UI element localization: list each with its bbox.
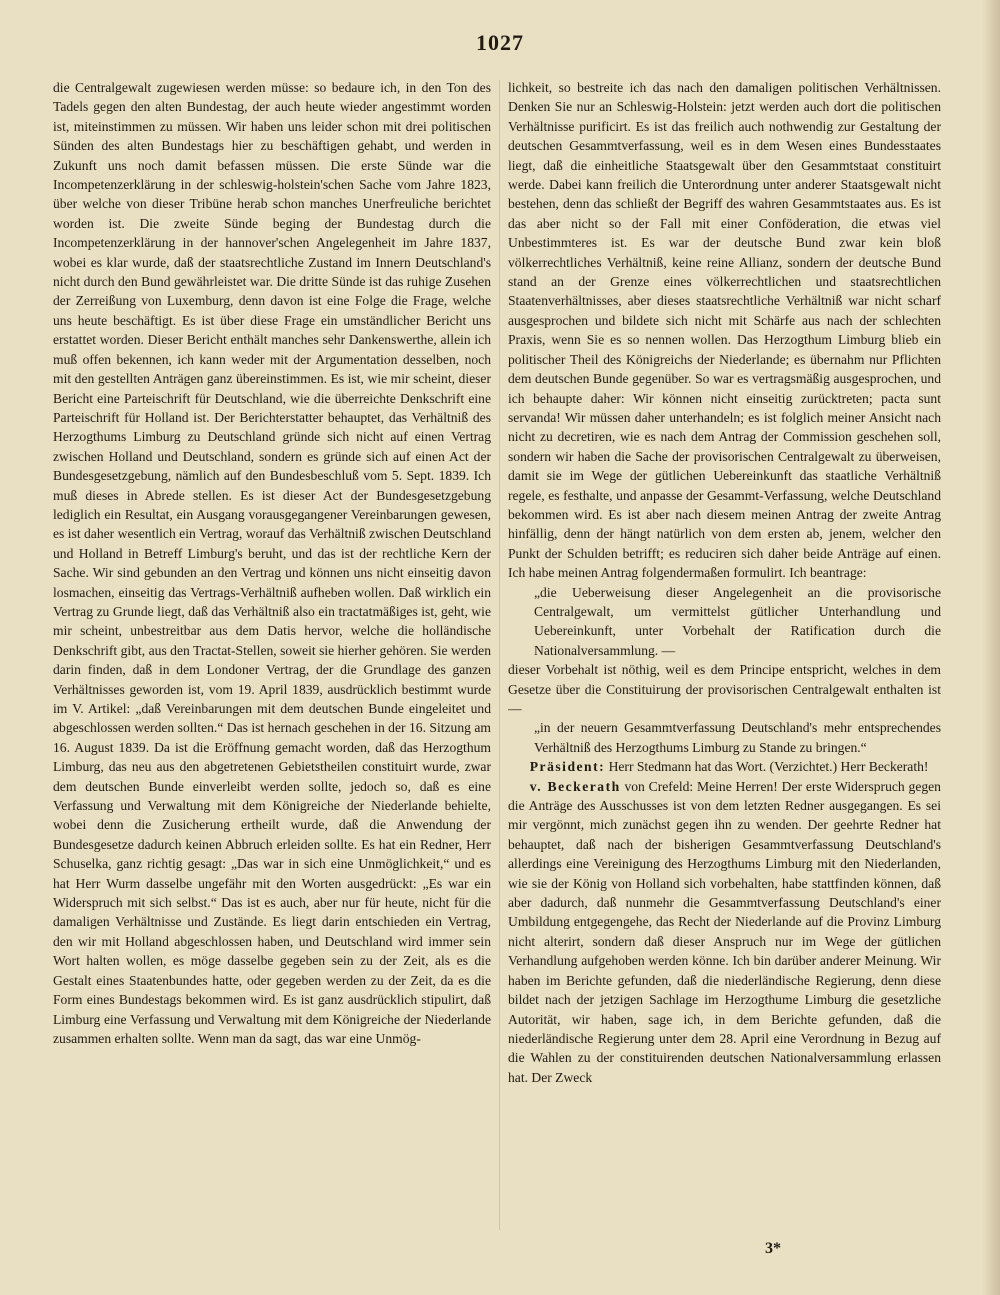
president-label: Präsident: [529,759,606,775]
beckerath-speech-text: von Crefeld: Meine Herren! Der erste Widerspruch gegen die Anträge des Ausschusses ist von dem letzten Redner ausgegangen. Es sei mir vergönnt, mich zunächst gegen ihn zu wenden. Der geehrte Redner hat behauptet, daß nach der bisherigen Gesammtverfassung Deutschland's allerdings eine Vereinigung des Herzogthums Limburg mit den Niederlanden, wie sie der König von Holland sich vorbehalten, habe stattfinden können, daß aber dadurch, daß nunmehr die Gesammtverfassung Deutschland's einer Umbildung entgegengehe, das Recht der Niederlande auf die Provinz Limburg nicht alterirt, sondern daß dieser Anspruch nur im Wege der gütlichen Verhandlung aufgehoben werden könne. Ich bin darüber anderer Meinung. Wir haben im Berichte gefunden, daß die niederländische Regierung, denn diese bildet nach der jetzigen Sachlage im Herzogthume Limburg die gesetzliche Autorität, wir haben, sage ich, in dem Berichte gefunden, daß die niederländische Regierung unter dem 28. April eine Verordnung in Bezug auf die Wahlen zu der constituirenden deutschen Nationalversammlung erlassen hat. Der Zweck [508,778,941,1085]
right-column [508,78,941,1238]
speaker-label: v. Beckerath [529,778,621,794]
signature-mark: 3* [765,1240,781,1257]
page-number: 1027 [476,30,524,55]
motion-quote-2: „in der neuern Gesammtverfassung Deutschland's mehr entsprechendes Verhältniß des Herzogthums Limburg zu Stande zu bringen.“ [534,720,941,755]
right-paragraph-1: lichkeit, so bestreite ich das nach den damaligen politischen Verhältnissen. Denken Sie nur an Schleswig-Holstein: jetzt werden auch dort die politischen Verhältnisse purificirt. Es ist das freilich auch nothwendig zur Gestaltung der deutschen Gesammtverfassung, weil es in dem Wesen eines Bundesstaates liegt, daß die einheitliche Staatsgewalt über den Gesammtstaat constituirt werde. Dabei kann freilich die Unterordnung unter anderer Staatsgewalt nicht bestehen, denn das schließt der Begriff des wahren Gesammtstaates aus. Es ist das aber nicht so der Fall mit einer Conföderation, die etwas viel Unbestimmteres ist. Es war der deutsche Bund zwar kein bloß völkerrechtliches Verhältniß, keine reine Allianz, sondern der deutsche Bund stand an der Grenze eines völkerrechtlichen und staatsrechtlichen Staatenverhältnisses, aber dieses staatsrechtliche Verhältniß war nicht scharf ausgesprochen und bildete sich nicht mit Schärfe aus nach der schlechten Praxis, wenn Sie es so nennen wollen. Das Herzogthum Limburg blieb ein politischer Theil des Königreichs der Niederlande; es übernahm nur Pflichten dem deutschen Bunde gegenüber. So war es vertragsmäßig ausgesprochen, und ich behaupte daher: Wir können nicht einseitig zurücktreten; pacta sunt servanda! Wir müssen daher unterhandeln; es ist folglich meiner Ansicht nach nicht zu decretiren, wie es nach dem Antrag der Commission geschehen soll, sondern wir haben die Sache der provisorischen Centralgewalt zu überweisen, damit sie im Wege der gütlichen Uebereinkunft das staatliche Verhältniß regele, es festhalte, und anpasse der Gesammt-Verfassung, welche Deutschland bekommen wird. Es ist aber nach diesem meinen Antrag der zweite Antrag hinfällig, denn der hängt natürlich von dem ersten ab, jenem, welcher den Punkt der Schulden betrifft; es reduciren sich daher beide Anträge auf einen. Ich habe meinen Antrag folgendermaßen formulirt. Ich beantrage: [508,80,941,581]
motion-quote-1: „die Ueberweisung dieser Angelegenheit an die provisorische Centralgewalt, um vermittelst gütlicher Unterhandlung und Uebereinkunft, unter Vorbehalt der Ratification durch die Nationalversammlung. — [534,584,941,658]
page-edge-shading [982,0,1000,1295]
president-remark [508,757,941,776]
president-remark-text: Herr Stedmann hat das Wort. (Verzichtet.) Herr Beckerath! [605,759,929,775]
column-gutter [499,80,500,1230]
right-paragraph-2: dieser Vorbehalt ist nöthig, weil es dem Principe entspricht, welches in dem Gesetze über die Constituirung der provisorischen Centralgewalt enthalten ist — [508,662,941,716]
left-column [53,78,491,1238]
left-column-text: die Centralgewalt zugewiesen werden müsse: so bedaure ich, in den Ton des Tadels gegen den alten Bundestag, der auch heute wieder angestimmt worden ist, miteinstimmen zu müssen. Wir haben uns leider schon mit drei politischen Sünden des alten Bundestags hier zu beschäftigen gehabt, und werden in Zukunft uns noch damit befassen müssen. Die erste Sünde war die Incompetenzerklärung in der schleswig-holstein'schen Sache vom Jahre 1823, über welche von dieser Tribüne herab schon manches Unerfreuliche berichtet worden ist. Die zweite Sünde beging der Bundestag durch die Incompetenzerklärung in der hannover'schen Angelegenheit im Jahre 1837, wobei es klar wurde, daß der staatsrechtliche Zustand im Innern Deutschland's nicht durch den Bund gewährleistet war. Die dritte Sünde ist das ruhige Zusehen der Zerreißung von Luxemburg, denn davon ist eine Folge die Frage, welche uns heute beschäftigt. Es ist über diese Frage ein umständlicher Bericht uns erstattet worden. Dieser Bericht enthält manches sehr Dankenswerthe, allein ich muß offen bekennen, ich kann weder mit der Argumentation desselben, noch mit den gestellten Anträgen ganz übereinstimmen. Es ist, wie mir scheint, dieser Bericht eine Parteischrift für Deutschland, wie die überreichte Denkschrift eine Parteischrift für Holland ist. Der Berichterstatter behauptet, das Verhältniß des Herzogthums Limburg zu Deutschland gründe sich nicht auf einen Vertrag zwischen Holland und Deutschland, sondern es gründe sich auf einen Act der Bundesgesetzgebung, nämlich auf den Bundesbeschluß vom 5. Sept. 1839. Ich muß dieses in Abrede stellen. Es ist dieser Act der Bundesgesetzgebung lediglich ein Resultat, ein Ausgang vorausgegangener Vereinbarungen gewesen, es ist daher wesentlich ein Vertrag, worauf das Verhältniß zwischen Deutschland und Holland in Betreff Limburg's beruht, und das ist der rechtliche Kern der Sache. Wir sind gebunden an den Vertrag und können uns nicht einseitig davon losmachen, einseitig das Vertrags-Verhältniß aufheben wollen. Daß wirklich ein Vertrag zu Grunde liegt, daß das Verhältniß also ein tractatmäßiges ist, geht, wie mir scheint, unbestreitbar aus dem Datis hervor, welche die holländische Denkschrift gibt, aus den Tractat-Stellen, soweit sie hierher gehören. Sie werden darin finden, daß in dem Londoner Vertrag, der die Grundlage des ganzen Verhältnisses geworden ist, vom 19. April 1839, ausdrücklich bestimmt wurde im V. Artikel: „daß Vereinbarungen mit dem deutschen Bunde eingeleitet und abgeschlossen werden sollten.“ Das ist hernach geschehen in der 16. Sitzung am 16. August 1839. Da ist die Eröffnung gemacht worden, daß das Herzogthum Limburg, das neu aus den abgetretenen Gebietstheilen constituirt wurde, zwar dem deutschen Bunde einverleibt werden sollte, jedoch so, daß es eine Verfassung und Verwaltung mit dem Königreiche der Niederlande behielte, wobei denn die Zusicherung ertheilt wurde, daß die Anwendung der Bundesgesetze dadurch keinen Abbruch erleiden sollte. Es hat ein Redner, Herr Schuselka, ganz richtig gesagt: „Das war in sich eine Unmöglichkeit,“ und es hat Herr Wurm dasselbe ungefähr mit den Worten ausgedrückt: „Es war ein Widerspruch mit sich selbst.“ Das ist es auch, aber nur für heute, nicht für die damaligen Verhältnisse und Zustände. Es liegt darin entschieden ein Vertrag, den wir mit Holland abgeschlossen haben, und Deutschland wird immer sein Wort halten wollen, es möge dasselbe gegeben sein zu der Zeit, als es die Gestalt eines Staatenbundes hatte, oder gegeben werden zu der Zeit, da es die Form eines Bundestags bekommen wird. Es ist ganz ausdrücklich stipulirt, daß Limburg eine Verfassung und Verwaltung mit dem Königreiche der Niederlande zusammen erhalten sollte. Wenn man da sagt, das war eine Unmög- [53,80,491,1046]
beckerath-speech [508,777,941,1088]
